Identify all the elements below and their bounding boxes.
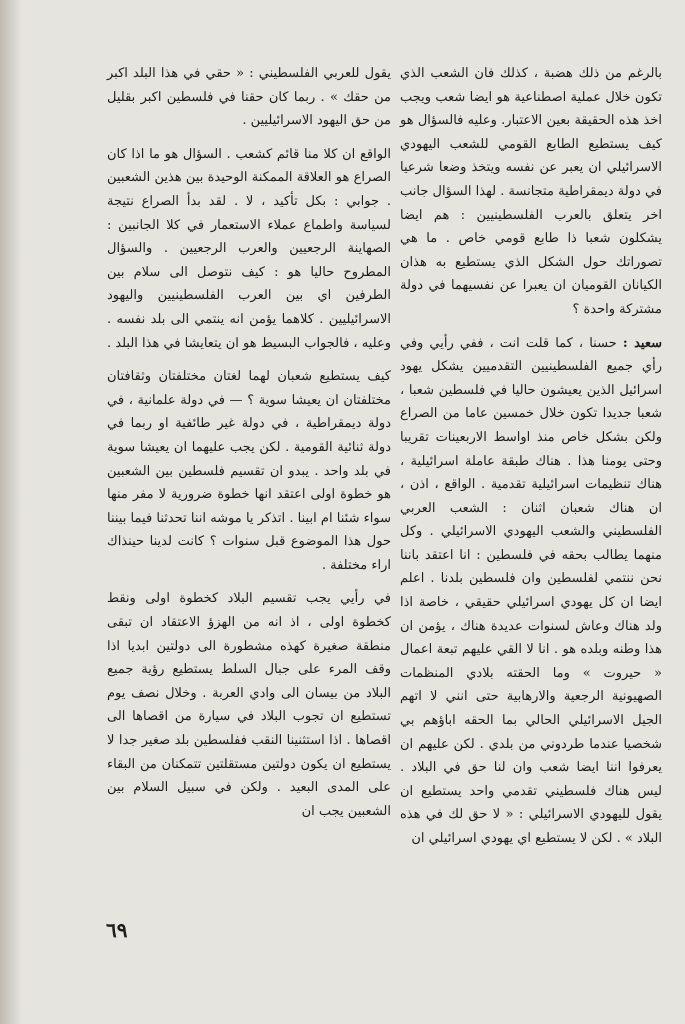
- left-paragraph-3: كيف يستطيع شعبان لهما لغتان مختلفتان وثقافتان مختلفتان ان يعيشا سوية ؟ — في دولة علمانية ، في دولة ديمقراطية ، في دولة غير طائفية او ربما في دولة ثنائية القومية . لكن يجب عليهما ان يعيشا سوية في بلد واحد . يبدو ان تقسيم فلسطين بين الشعبين هو خطوة اولى اعتقد انها خطوة ضرورية لا مفر منها سواء شئنا ام ابينا . اتذكر يا موشه اننا تحدثنا فيما بيننا حول هذا الموضوع قبل سنوات ؟ كانت لدينا حينذاك اراء مختلفة .: [107, 369, 391, 573]
- left-paragraph-4: في رأيي يجب تقسيم البلاد كخطوة اولى ونقط كخطوة اولى ، اذ انه من الهزؤ الاعتقاد ان تبقى منطقة صغيرة كهذه مشطورة الى دولتين ابديا اذا وقف المرء على جبال السلط يستطيع رؤية جميع البلاد من بيسان الى وادي العربة . وخلال نصف يوم تستطيع ان تجوب البلاد في سيارة من اقصاها الى اقصاها . اذا استثنينا النقب ففلسطين بلد صغير جدا لا يستطيع ان يكون دولتين مستقلتين تتمكنان من البقاء على المدى البعيد . ولكن في سبيل السلام بين الشعبين يجب ان: [107, 591, 391, 819]
- speaker-label: سعيد :: [622, 335, 662, 351]
- left-paragraph-1: يقول للعربي الفلسطيني : « حقي في هذا البلد اكبر من حقك » . ربما كان حقنا في فلسطين اكبر بقليل من حق اليهود الاسرائيليين .: [107, 66, 391, 129]
- right-paragraph-2: [400, 332, 662, 851]
- right-paragraph-1: بالرغم من ذلك هضبة ، كذلك فان الشعب الذي تكون خلال عملية اصطناعية هو ايضا شعب ويجب اخذ هذه الحقيقة بعين الاعتبار. وعليه فالسؤال هو كيف يستطيع الطابع القومي للشعب اليهودي الاسرائيلي ان يعبر عن نفسه ويتخذ وضعا شرعيا في دولة ديمقراطية متجانسة . لهذا السؤال جانب اخر يتعلق بالعرب الفلسطينيين : هم ايضا يشكلون شعبا ذا طابع قومي خاص . ما هي تصوراتك حول الشكل الذي يستطيع به هذان الكيانان القوميان ان يعبرا عن نفسيهما في دولة مشتركة واحدة ؟: [400, 66, 662, 317]
- left-paragraph-2: الواقع ان كلا منا قائم كشعب . السؤال هو ما اذا كان الصراع هو العلاقة الممكنة الوحيدة بين هذين الشعبين . جوابي : بكل تأكيد ، لا . لقد بدأ الصراع نتيجة لسياسة واطماع عملاء الاستعمار في كلا الجانبين : الصهاينة الرجعيين والعرب الرجعيين . والسؤال المطروح حاليا هو : كيف نتوصل الى سلام بين الطرفين اي بين العرب الفلسطينيين واليهود الاسرائيليين . كلاهما يؤمن انه ينتمي الى بلد نفسه . وعليه ، فالجواب البسيط هو ان يتعايشا في هذا البلد .: [107, 146, 391, 351]
- page-number: ٦٩: [106, 918, 128, 942]
- right-text-column: [400, 62, 662, 861]
- left-text-column: [107, 62, 391, 833]
- binding-shadow: [0, 0, 22, 1024]
- speaker-text: حسنا ، كما قلت انت ، ففي رأيي وفي رأي جميع الفلسطينيين التقدميين يشكل يهود اسرائيل الذين يعيشون حاليا في فلسطين شعبا ، شعبا جديدا تكون خلال خمسين عاما من الصراع ولكن بشكل خاص منذ اواسط الاربعينات تقريبا وحتى يومنا هذا . هناك طبقة عاملة اسرائيلية ، هناك تنظيمات اسرائيلية تقدمية . الواقع ، اذن ، ان هناك شعبان اثنان : الشعب العربي الفلسطيني والشعب اليهودي الاسرائيلي . وكل منهما يطالب بحقه في فلسطين : انا اعتقد باننا نحن ننتمي لفلسطين وان فلسطين بلدنا . اعلم ايضا ان كل يهودي اسرائيلي حقيقي ، خاصة اذا ولد هناك وعاش لسنوات عديدة هناك ، يؤمن ان هذا وطنه وبلده هو . انا لا القي عليهم تبعة اعمال « حيروت » وما الحقته بلادي المنظمات الصهيونية الرجعية والارهابية حتى انني لا اتهم الجيل الاسرائيلي الحالي بما الحقه اباؤهم بي شخصيا عندما طردوني من بلدي . لكن عليهم ان يعرفوا اننا ايضا شعب وان لنا حق في البلاد . ليس هناك فلسطيني تقدمي واحد يستطيع ان يقول لليهودي الاسرائيلي : « لا حق لك في هذه البلاد » . لكن لا يستطيع اي يهودي اسرائيلي ان: [400, 335, 662, 846]
